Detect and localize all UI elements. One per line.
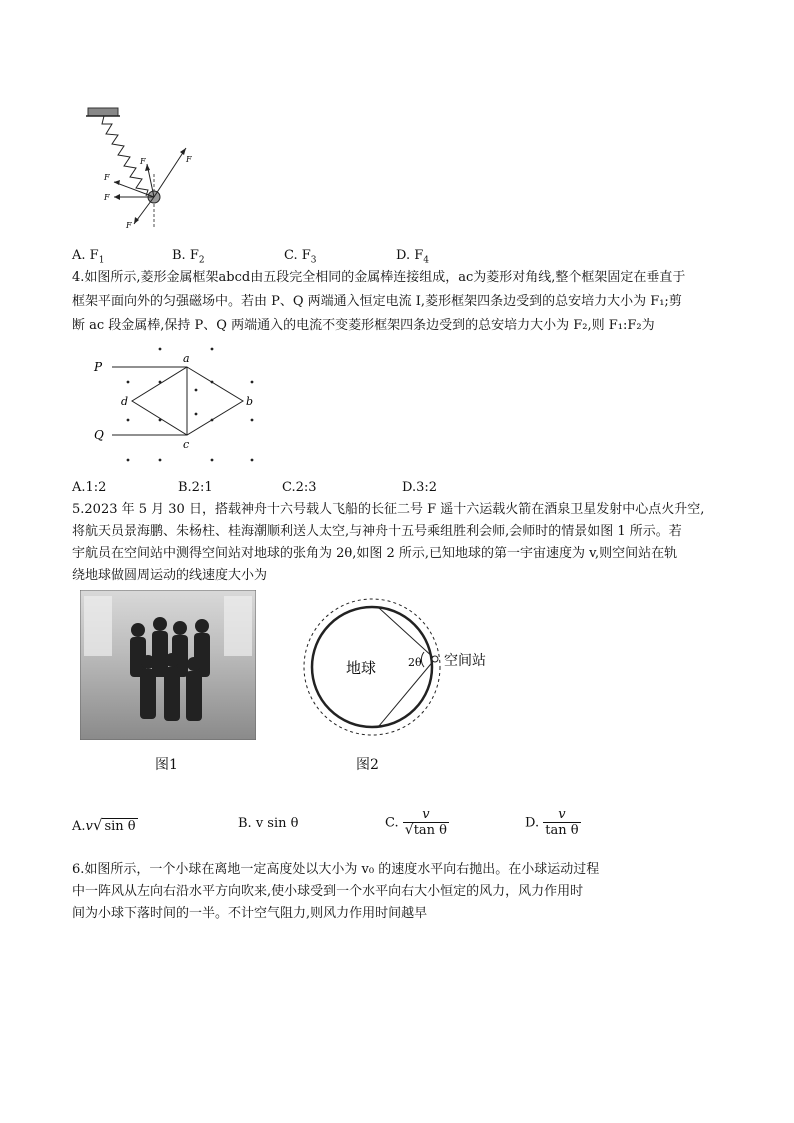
earth-station-figure [284,594,504,744]
q4-option-a: A.1:2 [72,480,107,495]
q4-option-c: C.2:3 [282,480,317,495]
q5-line-1: 5.2023 年 5 月 30 日，搭载神舟十六号载人飞船的长征二号 F 遥十六运载火箭在酒泉卫星发射中心点火升空, [72,502,705,517]
label-p: P [94,360,103,374]
q6-line-1: 6.如图所示，一个小球在离地一定高度处以大小为 v₀ 的速度水平向右抛出。在小球运动过程 [72,862,600,877]
earth-label: 地球 [346,659,377,677]
angle-label: 2θ [408,656,422,669]
label-q: Q [94,428,104,442]
astronauts-photo [80,590,256,740]
label-f3: F [104,193,110,202]
label-f1: F [140,157,146,166]
q6-line-3: 间为小球下落时间的一半。不计空气阻力,则风力作用时间越早 [72,906,428,921]
q5-option-d: D. $\frac{v}{\text{tan θ}}$ [525,807,579,838]
q3-option-a: A. $F_1$ [72,248,105,266]
rhombus-figure [90,342,265,467]
spring-force-figure [82,104,202,239]
label-f: F [186,155,192,164]
q4-line-3: 断 ac 段金属棒,保持 P、Q 两端通入的电流不变菱形框架四条边受到的总安培力大小为 F₂,则 F₁:F₂为 [72,318,655,333]
q3-option-c: C. $F_3$ [284,248,317,266]
label-d: d [121,395,129,408]
q3-option-d: D. $F_4$ [396,248,429,266]
q4-option-b: B.2:1 [178,480,213,495]
q5-line-2: 将航天员景海鹏、朱杨柱、桂海潮顺利送人太空,与神舟十五号乘组胜利会师,会师时的情景如图 1 所示。若 [72,524,682,539]
label-c: c [183,438,190,451]
q5-line-4: 绕地球做圆周运动的线速度大小为 [72,568,268,583]
fig2-caption: 图2 [356,757,379,773]
label-f2: F [104,173,110,182]
fig1-caption: 图1 [155,757,178,773]
label-f4: F [126,221,132,230]
station-label: 空间站 [444,653,486,669]
q5-option-a: A.v√ sin θ [72,816,136,834]
label-a: a [183,352,190,365]
q4-line-2: 框架平面向外的匀强磁场中。若由 P、Q 两端通入恒定电流 I,菱形框架四条边受到的总安培力大小为 F₁;剪 [72,294,682,309]
label-b: b [246,395,254,408]
q4-option-d: D.3:2 [402,480,438,495]
q6-line-2: 中一阵风从左向右沿水平方向吹来,使小球受到一个水平向右大小恒定的风力，风力作用时 [72,884,584,899]
q5-line-3: 宇航员在空间站中测得空间站对地球的张角为 2θ,如图 2 所示,已知地球的第一宇宙速度为 v,则空间站在轨 [72,546,678,561]
q3-option-b: B. $F_2$ [172,248,205,266]
q4-line-1: 4.如图所示,菱形金属框架abcd由五段完全相同的金属棒连接组成，ac为菱形对角线,整个框架固定在垂直于 [72,270,686,285]
q5-option-b: B. v sin θ [238,816,299,831]
q5-option-c: C. $\frac{v}{\text{√tan θ}}$ [385,807,447,838]
